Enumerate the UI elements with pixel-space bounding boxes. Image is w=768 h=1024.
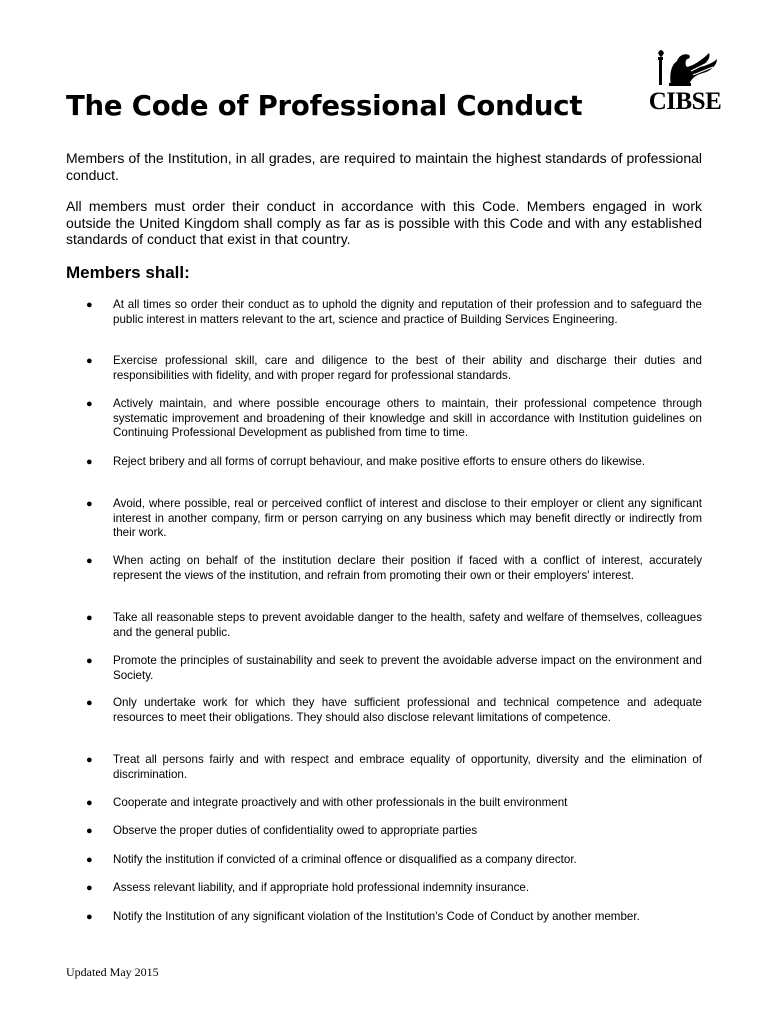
rule-text: Notify the Institution of any significant violation of the Institution's Code of Conduct by another member. [113, 910, 640, 923]
logo-wordmark: CIBSE [648, 88, 722, 115]
bullet-icon: ● [86, 655, 93, 667]
bullet-icon: ● [86, 754, 93, 766]
bullet-icon: ● [86, 498, 93, 510]
footer-updated-date: Updated May 2015 [66, 965, 159, 979]
bullet-icon: ● [86, 911, 93, 923]
cibse-logo [645, 45, 725, 115]
rule-text: Cooperate and integrate proactively and with other professionals in the built environment [113, 796, 568, 809]
rule-text: Avoid, where possible, real or perceived conflict of interest and disclose to their employer or client any significant interest in another company, firm or person carrying on any business which may benefit directly or indirectly from their work. [113, 497, 702, 539]
rule-text: Observe the proper duties of confidentiality owed to appropriate parties [113, 824, 478, 837]
rule-text: Assess relevant liability, and if appropriate hold professional indemnity insurance. [113, 881, 530, 894]
rule-text: At all times so order their conduct as to uphold the dignity and reputation of their profession and to safeguard the public interest in matters relevant to the art, science and practice of Building Services Engineering. [113, 298, 702, 326]
rule-text: Notify the institution if convicted of a criminal offence or disqualified as a company director. [113, 853, 577, 866]
rule-text: Take all reasonable steps to prevent avoidable danger to the health, safety and welfare of themselves, colleagues and the general public. [113, 611, 702, 639]
bullet-icon: ● [86, 825, 93, 837]
rule-text: When acting on behalf of the institution declare their position if faced with a conflict of interest, accurately represent the views of the institution, and refrain from promoting their own or their employers' interest. [113, 554, 702, 582]
rule-text: Only undertake work for which they have sufficient professional and technical competence and adequate resources to meet their obligations. They should also disclose relevant limitations of competence. [113, 696, 702, 724]
section-heading: Members shall: [66, 263, 190, 282]
page-title: The Code of Professional Conduct [66, 90, 583, 122]
bullet-icon: ● [86, 697, 93, 709]
bullet-icon: ● [86, 456, 93, 468]
rule-text: Reject bribery and all forms of corrupt behaviour, and make positive efforts to ensure others do likewise. [113, 455, 646, 468]
intro-paragraph-1: Members of the Institution, in all grades, are required to maintain the highest standards of professional conduct. [66, 150, 702, 183]
bullet-icon: ● [86, 797, 93, 809]
rule-text: Promote the principles of sustainability and seek to prevent the avoidable adverse impact on the environment and Society. [113, 654, 702, 682]
rule-text: Actively maintain, and where possible encourage others to maintain, their professional competence through systematic improvement and broadening of their knowledge and skill in accordance with Institution guidelines on Continuing Professional Development as published from time to time. [113, 397, 702, 439]
rule-text: Treat all persons fairly and with respect and embrace equality of opportunity, diversity and the elimination of discrimination. [113, 753, 702, 781]
bullet-icon: ● [86, 299, 93, 311]
bullet-icon: ● [86, 355, 93, 367]
intro-paragraph-2: All members must order their conduct in accordance with this Code. Members engaged in work outside the United Kingdom shall comply as far as is possible with this Code and with any established standards of conduct that exist in that country. [66, 198, 702, 247]
rule-text: Exercise professional skill, care and diligence to the best of their ability and discharge their duties and responsibilities with fidelity, and with proper regard for professional standards. [113, 354, 702, 382]
bullet-icon: ● [86, 854, 93, 866]
bullet-icon: ● [86, 398, 93, 410]
bullet-icon: ● [86, 555, 93, 567]
bullet-icon: ● [86, 882, 93, 894]
bullet-icon: ● [86, 612, 93, 624]
